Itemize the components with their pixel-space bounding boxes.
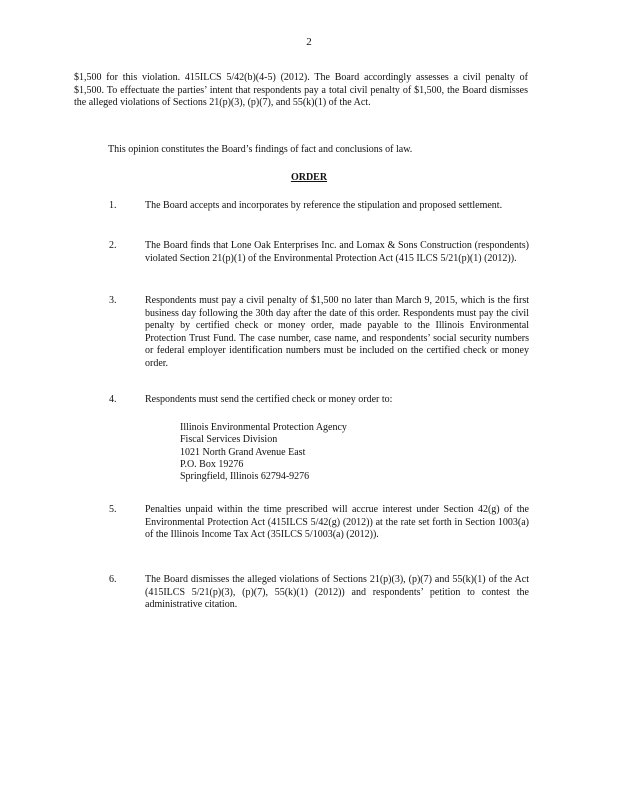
order-item-number: 5. bbox=[109, 504, 117, 515]
order-item-number: 3. bbox=[109, 295, 117, 306]
mailing-address bbox=[180, 422, 347, 483]
order-item-text: Respondents must pay a civil penalty of $1,500 no later than March 9, 2015, which is the first business day following the 30th day after the date of this order. Respondents must pay the civil penalty by certified check or money order, made payable to the Illinois Environmental Protection Trust Fund. The case number, case name, and respondents’ social security numbers or federal employer identification numbers must be included on the certified check or money order. bbox=[145, 295, 529, 369]
order-item-text: Respondents must send the certified check or money order to: bbox=[145, 394, 393, 405]
page-number: 2 bbox=[306, 36, 312, 48]
order-item-number: 4. bbox=[109, 394, 117, 405]
address-line: P.O. Box 19276 bbox=[180, 458, 244, 470]
address-line: Fiscal Services Division bbox=[180, 434, 278, 446]
address-line: 1021 North Grand Avenue East bbox=[180, 446, 306, 458]
order-item-text: Penalties unpaid within the time prescribed will accrue interest under Section 42(g) of the Environmental Protection Act (415ILCS 5/42(g) (2012)) at the rate set forth in Section 1003(a) of the Illinois Income Tax Act (35ILCS 5/1003(a) (2012)). bbox=[145, 504, 529, 540]
address-line: Springfield, Illinois 62794-9276 bbox=[180, 471, 310, 483]
order-item-text: The Board accepts and incorporates by reference the stipulation and proposed settlement. bbox=[145, 200, 503, 211]
order-item-text: The Board finds that Lone Oak Enterprises Inc. and Lomax & Sons Construction (respondents) violated Section 21(p)(1) of the Environmental Protection Act (415 ILCS 5/21(p)(1) (2012)). bbox=[145, 240, 529, 264]
opinion-paragraph: This opinion constitutes the Board’s findings of fact and conclusions of law. bbox=[108, 144, 413, 155]
address-line: Illinois Environmental Protection Agency bbox=[180, 422, 347, 433]
order-item-text: The Board dismisses the alleged violations of Sections 21(p)(3), (p)(7) and 55(k)(1) of the Act (415ILCS 5/21(p)(3), (p)(7), 55(k)(1) (2012)) and respondents’ petition to contest the administrative citation. bbox=[145, 574, 529, 610]
order-heading bbox=[0, 172, 618, 183]
order-heading-text: ORDER bbox=[290, 172, 328, 183]
order-item-number: 6. bbox=[109, 574, 117, 585]
intro-paragraph: $1,500 for this violation. 415ILCS 5/42(b)(4-5) (2012). The Board accordingly assesses a civil penalty of $1,500. To effectuate the parties’ intent that respondents pay a total civil penalty of $1,500, the Board dismisses the alleged violations of Sections 21(p)(3), (p)(7), and 55(k)(1) of the Act. bbox=[74, 72, 528, 108]
order-item-number: 2. bbox=[109, 240, 117, 251]
order-item-number: 1. bbox=[109, 200, 117, 211]
